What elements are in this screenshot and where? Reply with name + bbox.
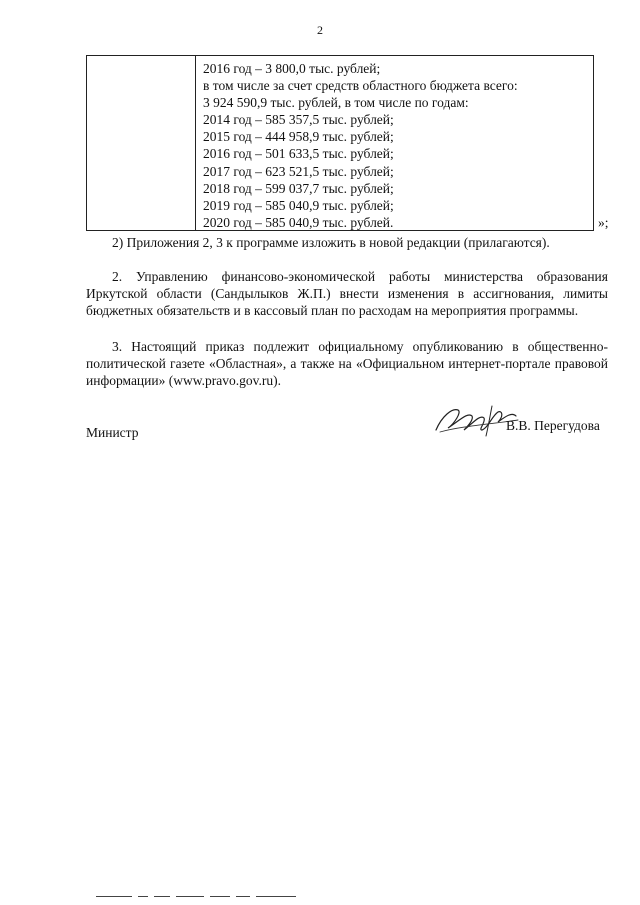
signatory-name: В.В. Перегудова xyxy=(506,418,600,433)
funding-line: 2015 год – 444 958,9 тыс. рублей; xyxy=(203,129,394,145)
page-number: 2 xyxy=(317,23,323,37)
footer-scan-marks xyxy=(96,896,296,897)
signatory-position: Министр xyxy=(86,425,139,440)
table-column-divider xyxy=(195,56,196,230)
funding-line: в том числе за счет средств областного бюджета всего: xyxy=(203,78,518,94)
paragraph-finance-department: 2. Управлению финансово-экономической работы министерства образования Иркутской области (Сандылыков Ж.П.) внести изменения в ассигнования, лимиты бюджетных обязательств и в кассовый план по расходам на мероприятия программы. xyxy=(86,269,608,319)
paragraph-publication: 3. Настоящий приказ подлежит официальному опубликованию в общественно-политической газете «Областная», а также на «Официальном интернет-портале правовой информации» (www.pravo.gov.ru). xyxy=(86,339,608,389)
funding-line: 2020 год – 585 040,9 тыс. рублей. xyxy=(203,214,394,230)
closing-quote: »; xyxy=(598,215,609,230)
funding-line: 3 924 590,9 тыс. рублей, в том числе по годам: xyxy=(203,95,469,111)
funding-line: 2017 год – 623 521,5 тыс. рублей; xyxy=(203,163,394,179)
funding-table xyxy=(86,55,594,231)
funding-line: 2014 год – 585 357,5 тыс. рублей; xyxy=(203,112,394,128)
funding-line: 2016 год – 3 800,0 тыс. рублей; xyxy=(203,61,381,76)
paragraph-appendices: 2) Приложения 2, 3 к программе изложить в новой редакции (прилагаются). xyxy=(112,235,550,250)
funding-lines xyxy=(203,60,583,231)
funding-line: 2018 год – 599 037,7 тыс. рублей; xyxy=(203,180,394,196)
funding-line: 2016 год – 501 633,5 тыс. рублей; xyxy=(203,146,394,162)
funding-line: 2019 год – 585 040,9 тыс. рублей; xyxy=(203,197,394,213)
